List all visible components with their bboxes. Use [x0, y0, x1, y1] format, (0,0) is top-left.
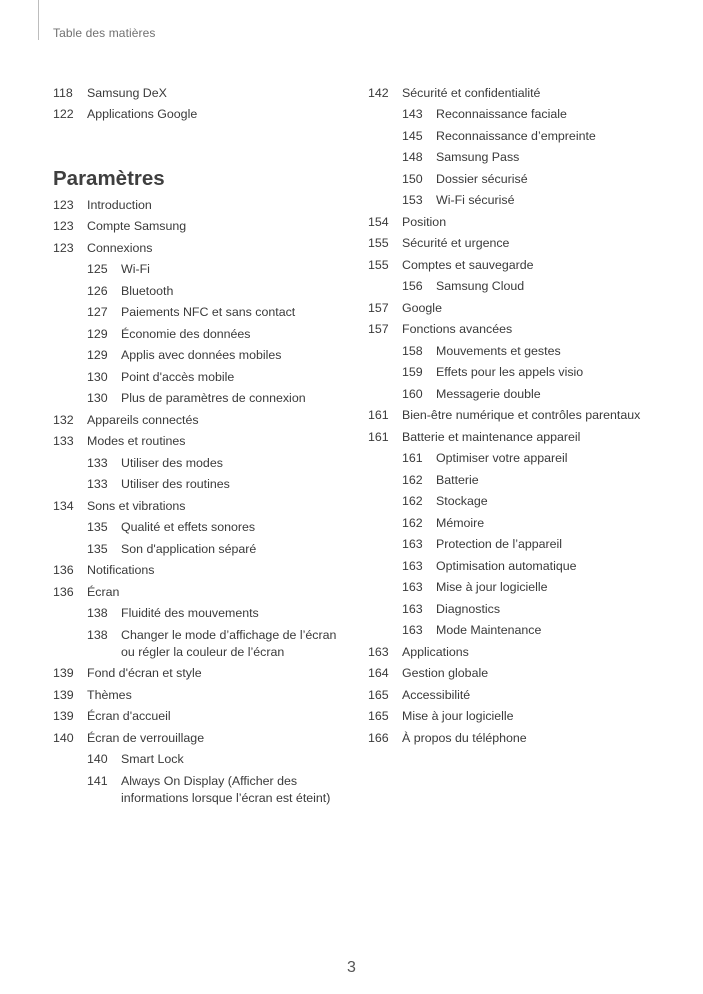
toc-entry-page: 148 [402, 150, 423, 164]
toc-entry-page: 166 [368, 730, 389, 745]
toc-entry[interactable] [53, 326, 353, 343]
toc-left-column [53, 80, 353, 807]
toc-entry[interactable] [53, 708, 353, 725]
toc-entry[interactable] [368, 644, 678, 661]
toc-entry[interactable] [53, 369, 353, 386]
toc-entry-page: 163 [368, 644, 389, 659]
toc-entry[interactable] [368, 407, 678, 424]
toc-entry-label: Écran d'accueil [87, 709, 171, 723]
toc-entry-label: Wi-Fi [121, 262, 150, 276]
toc-entry-label: Écran [87, 584, 120, 599]
toc-entry[interactable] [368, 429, 678, 446]
toc-entry-label: Batterie et maintenance appareil [402, 429, 581, 444]
toc-entry-page: 138 [87, 606, 108, 620]
header-title: Table des matières [53, 26, 156, 40]
toc-entry-page: 164 [368, 666, 389, 680]
toc-entry-page: 135 [87, 541, 108, 556]
toc-entry-label: Plus de paramètres de connexion [121, 391, 306, 405]
toc-entry[interactable] [53, 455, 353, 472]
toc-entry-label: Compte Samsung [87, 219, 187, 233]
toc-entry-label: Thèmes [87, 687, 132, 702]
toc-entry-page: 122 [53, 107, 74, 121]
toc-entry[interactable] [53, 498, 353, 515]
toc-entry-label: Utiliser des routines [121, 477, 230, 491]
toc-entry-page: 142 [368, 85, 389, 100]
toc-entry-page: 133 [87, 477, 108, 491]
toc-entry-page: 162 [402, 472, 423, 487]
toc-entry-label: Protection de l’appareil [436, 537, 563, 551]
toc-entry-label: Reconnaissance faciale [436, 107, 567, 121]
toc-entry[interactable] [368, 665, 678, 682]
toc-entry-label: Stockage [436, 494, 488, 508]
toc-entry-page: 155 [368, 236, 389, 250]
toc-entry[interactable] [368, 321, 678, 338]
toc-entry-label: Appareils connectés [87, 412, 199, 427]
toc-entry-label: Always On Display (Afficher des informations lorsque l’écran est éteint) [121, 773, 331, 805]
toc-entry-page: 133 [87, 455, 108, 470]
toc-entry[interactable] [368, 515, 678, 532]
toc-entry[interactable] [368, 171, 678, 188]
toc-entry-label: Fond d'écran et style [87, 666, 202, 680]
toc-entry-page: 162 [402, 494, 423, 508]
toc-entry-page: 145 [402, 128, 423, 143]
toc-entry-page: 130 [87, 391, 108, 405]
toc-entry-label: Comptes et sauvegarde [402, 257, 534, 272]
toc-entry-label: Point d'accès mobile [121, 369, 235, 384]
toc-entry[interactable] [53, 773, 353, 807]
toc-entry-label: Changer le mode d’affichage de l’écran ou régler la couleur de l’écran [121, 627, 337, 659]
toc-entry-label: Messagerie double [436, 386, 541, 401]
toc-entry-label: Connexions [87, 240, 153, 255]
toc-entry[interactable] [53, 347, 353, 364]
toc-entry[interactable] [368, 601, 678, 618]
toc-entry[interactable] [53, 218, 353, 235]
toc-entry-page: 157 [368, 322, 389, 336]
toc-entry[interactable] [368, 708, 678, 725]
toc-entry-label: Wi-Fi sécurisé [436, 193, 515, 207]
toc-entry[interactable] [53, 751, 353, 768]
toc-entry[interactable] [368, 128, 678, 145]
toc-entry-label: Accessibilité [402, 687, 471, 702]
toc-list-right [368, 85, 678, 747]
toc-entry[interactable] [53, 390, 353, 407]
toc-entry[interactable] [53, 240, 353, 257]
toc-entry-label: Notifications [87, 563, 155, 577]
toc-entry-page: 163 [402, 601, 423, 616]
toc-entry[interactable] [53, 687, 353, 704]
toc-entry-page: 118 [53, 85, 73, 100]
toc-entry-label: Sons et vibrations [87, 498, 186, 513]
toc-entry[interactable] [368, 493, 678, 510]
toc-entry-page: 161 [368, 429, 389, 444]
toc-entry-label: À propos du téléphone [402, 730, 527, 745]
toc-entry-page: 157 [368, 300, 389, 315]
toc-entry[interactable] [368, 579, 678, 596]
toc-entry[interactable] [53, 627, 353, 661]
toc-entry[interactable] [368, 730, 678, 747]
toc-entry-page: 135 [87, 520, 108, 534]
toc-entry[interactable] [53, 85, 353, 102]
toc-entry[interactable] [53, 519, 353, 536]
toc-entry[interactable] [368, 472, 678, 489]
toc-entry-label: Écran de verrouillage [87, 730, 205, 745]
toc-entry-page: 141 [87, 773, 108, 788]
toc-entry-page: 125 [87, 262, 108, 276]
toc-entry-page: 150 [402, 171, 423, 186]
toc-entry[interactable] [368, 85, 678, 102]
toc-entry[interactable] [368, 343, 678, 360]
toc-entry[interactable] [368, 214, 678, 231]
toc-entry[interactable] [368, 536, 678, 553]
toc-entry[interactable] [368, 364, 678, 381]
toc-entry-label: Diagnostics [436, 601, 501, 616]
toc-entry[interactable] [53, 605, 353, 622]
toc-entry-page: 160 [402, 386, 423, 401]
toc-entry-page: 156 [402, 279, 423, 293]
toc-entry-page: 123 [53, 219, 74, 233]
page-number: 3 [347, 959, 356, 976]
toc-entry[interactable] [53, 412, 353, 429]
toc-entry-label: Bluetooth [121, 283, 174, 298]
toc-entry[interactable] [53, 584, 353, 601]
toc-entry-label: Fonctions avancées [402, 322, 513, 336]
toc-entry[interactable] [53, 433, 353, 450]
toc-entry[interactable] [368, 386, 678, 403]
toc-entry-page: 153 [402, 193, 423, 207]
toc-entry-page: 163 [402, 537, 423, 551]
toc-entry-page: 139 [53, 709, 74, 723]
toc-entry-label: Effets pour les appels visio [436, 365, 584, 379]
toc-entry-label: Samsung DeX [87, 85, 167, 100]
toc-entry-page: 143 [402, 107, 423, 121]
toc-entry-page: 138 [87, 627, 108, 642]
toc-entry-page: 163 [402, 580, 423, 594]
toc-entry-label: Applications [402, 644, 469, 659]
toc-entry-label: Mémoire [436, 515, 485, 530]
toc-entry-page: 129 [87, 348, 108, 362]
toc-entry-label: Modes et routines [87, 434, 186, 448]
toc-list-pre [53, 85, 353, 124]
toc-entry-label: Optimiser votre appareil [436, 451, 568, 465]
toc-entry[interactable] [53, 730, 353, 747]
toc-entry-label: Dossier sécurisé [436, 171, 528, 186]
toc-entry-label: Utiliser des modes [121, 455, 223, 470]
toc-entry-label: Mise à jour logicielle [402, 709, 514, 723]
toc-entry[interactable] [368, 558, 678, 575]
toc-entry[interactable] [368, 450, 678, 467]
toc-entry-page: 126 [87, 283, 108, 298]
section-title: Paramètres [53, 167, 165, 190]
toc-entry-label: Mise à jour logicielle [436, 580, 548, 594]
toc-entry[interactable] [53, 562, 353, 579]
toc-entry-label: Applis avec données mobiles [121, 348, 282, 362]
toc-entry[interactable] [53, 476, 353, 493]
toc-entry[interactable] [53, 197, 353, 214]
toc-entry-page: 161 [402, 451, 423, 465]
toc-entry-page: 139 [53, 666, 74, 680]
toc-entry-label: Fluidité des mouvements [121, 606, 259, 620]
toc-entry-label: Économie des données [121, 326, 251, 341]
toc-entry[interactable] [368, 106, 678, 123]
toc-entry-page: 133 [53, 434, 74, 448]
toc-entry-label: Sécurité et confidentialité [402, 85, 541, 100]
toc-right-column [368, 80, 678, 747]
toc-entry-label: Position [402, 214, 447, 229]
toc-entry[interactable] [368, 278, 678, 295]
toc-entry[interactable] [368, 687, 678, 704]
toc-entry[interactable] [53, 541, 353, 558]
toc-entry[interactable] [368, 149, 678, 166]
toc-entry-page: 165 [368, 709, 389, 723]
toc-entry-page: 161 [368, 408, 389, 422]
toc-entry-label: Applications Google [87, 107, 198, 121]
toc-entry-label: Son d'application séparé [121, 541, 257, 556]
toc-entry-page: 155 [368, 257, 389, 272]
toc-entry-page: 136 [53, 563, 74, 577]
toc-entry-label: Google [402, 300, 442, 315]
toc-entry-label: Paiements NFC et sans contact [121, 305, 296, 319]
header-rule [38, 0, 39, 40]
toc-entry[interactable] [53, 665, 353, 682]
toc-entry-label: Sécurité et urgence [402, 236, 510, 250]
toc-entry-label: Mode Maintenance [436, 623, 542, 637]
toc-entry-label: Introduction [87, 197, 152, 212]
toc-entry-page: 139 [53, 687, 74, 702]
toc-entry-label: Optimisation automatique [436, 558, 577, 573]
toc-entry-label: Smart Lock [121, 752, 184, 766]
toc-entry-page: 136 [53, 584, 74, 599]
toc-entry[interactable] [368, 622, 678, 639]
toc-entry-page: 123 [53, 197, 74, 212]
toc-entry-page: 130 [87, 369, 108, 384]
toc-entry-page: 158 [402, 343, 423, 358]
toc-entry-page: 159 [402, 365, 423, 379]
toc-entry-label: Samsung Pass [436, 150, 520, 164]
toc-entry[interactable] [53, 283, 353, 300]
toc-entry-page: 127 [87, 305, 108, 319]
toc-entry-label: Gestion globale [402, 666, 489, 680]
toc-entry-page: 123 [53, 240, 74, 255]
toc-entry-label: Qualité et effets sonores [121, 520, 256, 534]
toc-entry-label: Batterie [436, 472, 479, 487]
toc-entry-page: 154 [368, 214, 389, 229]
toc-entry[interactable] [368, 257, 678, 274]
toc-entry-page: 165 [368, 687, 389, 702]
toc-entry[interactable] [53, 261, 353, 278]
toc-entry[interactable] [53, 304, 353, 321]
toc-entry-page: 132 [53, 412, 74, 427]
toc-entry-page: 162 [402, 515, 423, 530]
toc-entry-label: Reconnaissance d’empreinte [436, 128, 596, 143]
toc-entry-page: 163 [402, 558, 423, 573]
toc-entry-label: Bien-être numérique et contrôles parentaux [402, 408, 641, 422]
toc-entry-label: Samsung Cloud [436, 279, 525, 293]
toc-entry-page: 134 [53, 498, 74, 513]
toc-entry[interactable] [53, 106, 353, 123]
toc-entry-page: 140 [53, 730, 74, 745]
toc-entry-page: 140 [87, 752, 108, 766]
toc-entry[interactable] [368, 235, 678, 252]
toc-entry-label: Mouvements et gestes [436, 343, 561, 358]
toc-entry[interactable] [368, 300, 678, 317]
toc-entry-page: 163 [402, 623, 423, 637]
toc-entry[interactable] [368, 192, 678, 209]
toc-list-main [53, 197, 353, 807]
toc-entry-page: 129 [87, 326, 108, 341]
